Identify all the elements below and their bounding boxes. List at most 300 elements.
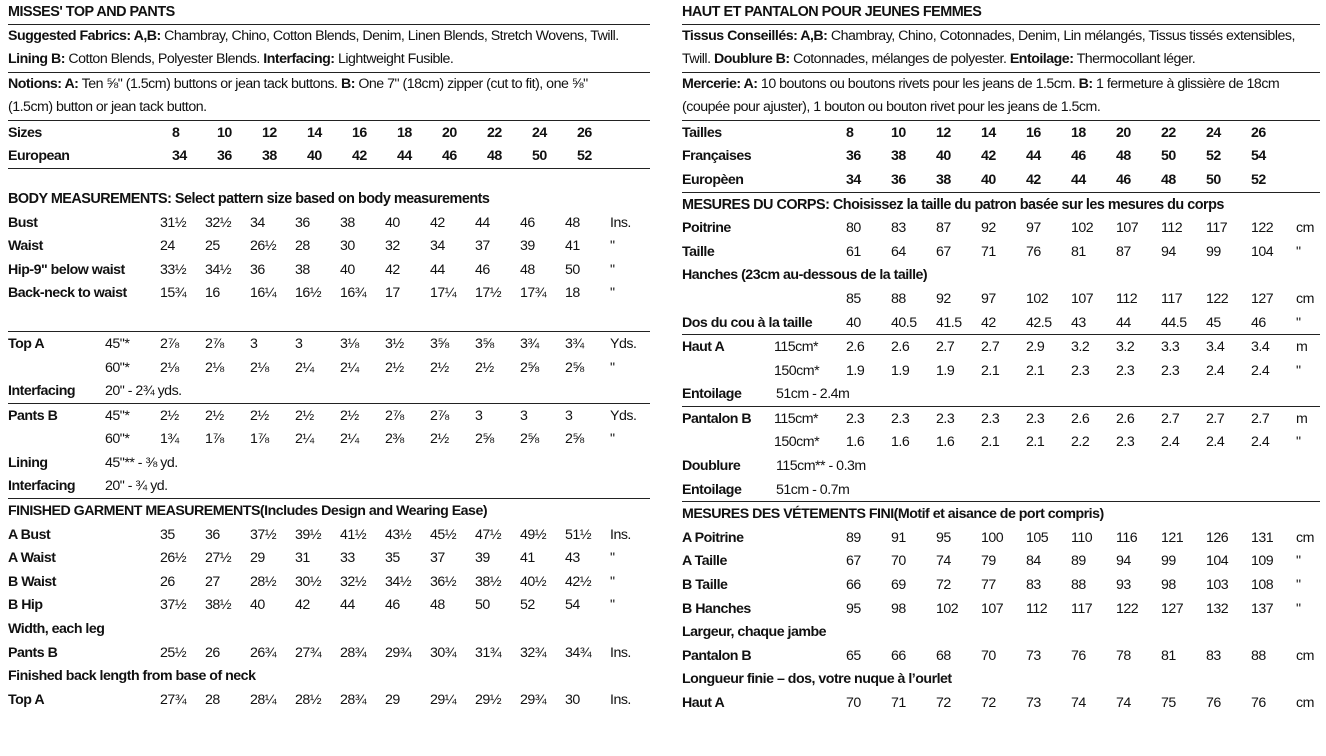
measurement-row bbox=[682, 691, 1320, 715]
row-value: 33 bbox=[340, 550, 355, 567]
row-value: 107 bbox=[1071, 290, 1094, 307]
size-value: 36 bbox=[891, 171, 906, 188]
row-value: 66 bbox=[891, 647, 906, 664]
lining-label: Lining B: bbox=[8, 51, 65, 68]
fabrics-block bbox=[8, 25, 650, 73]
yardage-value: 2.1 bbox=[981, 434, 1000, 451]
european-values bbox=[846, 172, 1296, 188]
row-value: 51½ bbox=[565, 526, 592, 543]
row-value: 71 bbox=[981, 243, 996, 260]
fabrics-block bbox=[682, 25, 1320, 73]
notions-label-b: B: bbox=[1078, 75, 1093, 92]
row-value: 30 bbox=[565, 691, 580, 708]
notions-block bbox=[8, 73, 650, 121]
row-value: 37 bbox=[475, 238, 490, 255]
francaises-row bbox=[682, 145, 1320, 169]
size-value: 50 bbox=[532, 148, 547, 165]
fabrics-line-1 bbox=[8, 25, 650, 49]
row-value: 43 bbox=[1071, 314, 1086, 331]
width-label-row bbox=[8, 617, 650, 641]
sizes-values bbox=[172, 125, 622, 141]
row-value: 43 bbox=[565, 550, 580, 567]
row-value: 17 bbox=[385, 285, 400, 302]
yardage-value: 2.3 bbox=[846, 410, 865, 427]
row-value: 40 bbox=[340, 261, 355, 278]
notions-text-cont: (1.5cm) button or jean tack button. bbox=[8, 99, 207, 116]
row-value: 17¼ bbox=[430, 285, 457, 302]
yardage-value: 2¼ bbox=[295, 359, 314, 376]
row-value: 92 bbox=[936, 290, 951, 307]
yardage-value: 3⅝ bbox=[475, 335, 494, 352]
yardage-value: 2.1 bbox=[981, 362, 1000, 379]
row-value: 39 bbox=[520, 238, 535, 255]
unit-label: " bbox=[1296, 553, 1301, 570]
row-value: 102 bbox=[1026, 290, 1049, 307]
row-value: 97 bbox=[1026, 220, 1041, 237]
unit-label: Ins. bbox=[610, 644, 631, 661]
unit-label: cm bbox=[1296, 220, 1314, 237]
yardage-value: 2⅝ bbox=[520, 359, 539, 376]
length-label-row bbox=[682, 668, 1320, 692]
row-label: Poitrine bbox=[682, 220, 731, 237]
yardage-value: 2⅞ bbox=[385, 407, 404, 424]
measurement-row bbox=[8, 282, 650, 306]
unit-label: m bbox=[1296, 339, 1308, 356]
measurement-row bbox=[682, 573, 1320, 597]
yardage-value: 1⅞ bbox=[250, 431, 269, 448]
yardage-value: 2.3 bbox=[936, 410, 955, 427]
row-value: 95 bbox=[846, 600, 861, 617]
measurement-row bbox=[682, 526, 1320, 550]
row-value: 36 bbox=[250, 261, 265, 278]
row-value: 28¼ bbox=[250, 691, 277, 708]
row-label: A Waist bbox=[8, 550, 56, 567]
row-value: 26½ bbox=[160, 550, 187, 567]
sizes-row bbox=[682, 121, 1320, 145]
interfacing-label: Entoilage bbox=[682, 386, 742, 403]
yardage-value: 2½ bbox=[205, 407, 224, 424]
row-value: 39 bbox=[475, 550, 490, 567]
row-value: 29 bbox=[250, 550, 265, 567]
unit-label: cm bbox=[1296, 647, 1314, 664]
unit-label: m bbox=[1296, 410, 1308, 427]
row-value: 42 bbox=[385, 261, 400, 278]
row-value: 44 bbox=[475, 214, 490, 231]
row-value: 87 bbox=[936, 220, 951, 237]
french-column bbox=[682, 0, 1320, 756]
size-value: 48 bbox=[1161, 171, 1176, 188]
row-value: 80 bbox=[846, 220, 861, 237]
row-value: 74 bbox=[936, 553, 951, 570]
row-label: B Hanches bbox=[682, 600, 751, 617]
yardage-value: 1.9 bbox=[936, 362, 955, 379]
yardage-value: 2.3 bbox=[1116, 362, 1135, 379]
row-value: 48 bbox=[430, 597, 445, 614]
row-value: 95 bbox=[936, 529, 951, 546]
spacer bbox=[8, 169, 650, 187]
row-value: 29¾ bbox=[385, 644, 412, 661]
pantalon-b-block bbox=[682, 407, 1320, 502]
width-label: Largeur, chaque jambe bbox=[682, 624, 827, 641]
unit-label: " bbox=[1296, 577, 1301, 594]
yardage-value: 3 bbox=[295, 335, 303, 352]
row-label: Dos du cou à la taille bbox=[682, 314, 813, 331]
european-row bbox=[8, 145, 650, 169]
row-label: A Bust bbox=[8, 526, 51, 543]
unit-label: cm bbox=[1296, 695, 1314, 712]
row-value: 66 bbox=[846, 577, 861, 594]
yardage-value: 1.6 bbox=[936, 434, 955, 451]
yardage-value: 2.1 bbox=[1026, 362, 1045, 379]
yardage-value: 3.2 bbox=[1116, 339, 1135, 356]
row-value: 28½ bbox=[250, 573, 277, 590]
row-value: 70 bbox=[846, 695, 861, 712]
row-value: 102 bbox=[936, 600, 959, 617]
row-value: 17¾ bbox=[520, 285, 547, 302]
row-value: 85 bbox=[846, 290, 861, 307]
row-label: A Poitrine bbox=[682, 529, 744, 546]
yardage-value: 3.2 bbox=[1071, 339, 1090, 356]
size-value: 34 bbox=[172, 148, 187, 165]
row-value: 72 bbox=[936, 577, 951, 594]
row-value: 27 bbox=[205, 573, 220, 590]
row-value: 34½ bbox=[385, 573, 412, 590]
size-value: 12 bbox=[936, 124, 951, 141]
yardage-value: 2.7 bbox=[981, 339, 1000, 356]
notions-label: Notions: A: bbox=[8, 75, 79, 92]
yardage-value: 3.4 bbox=[1206, 339, 1225, 356]
yardage-value: 1.9 bbox=[846, 362, 865, 379]
finished-rows bbox=[682, 526, 1320, 620]
row-label: Bust bbox=[8, 214, 38, 231]
pants-b-yardage bbox=[8, 404, 650, 451]
measurement-row bbox=[8, 234, 650, 258]
yardage-value: 2¼ bbox=[340, 359, 359, 376]
size-value: 46 bbox=[442, 148, 457, 165]
row-value: 27¾ bbox=[295, 644, 322, 661]
row-value: 40 bbox=[250, 597, 265, 614]
sizes-block bbox=[8, 121, 650, 169]
haut-a-interfacing-row bbox=[682, 383, 1320, 407]
pants-b-interfacing-row bbox=[8, 475, 650, 499]
row-value: 102 bbox=[1071, 220, 1094, 237]
row-label: A Taille bbox=[682, 553, 727, 570]
size-value: 44 bbox=[1071, 171, 1086, 188]
yardage-value: 2.3 bbox=[1116, 434, 1135, 451]
top-a-length-row bbox=[8, 688, 650, 712]
top-a-yardage bbox=[8, 332, 650, 379]
sizes-label: Sizes bbox=[8, 124, 42, 141]
row-value: 40.5 bbox=[891, 314, 917, 331]
row-value: 78 bbox=[1116, 647, 1131, 664]
row-value: 105 bbox=[1026, 529, 1049, 546]
yardage-value: 2.3 bbox=[1161, 362, 1180, 379]
width-label: Width, each leg bbox=[8, 621, 105, 638]
row-value: 48 bbox=[565, 214, 580, 231]
yardage-value: 2.7 bbox=[936, 339, 955, 356]
row-value: 117 bbox=[1161, 290, 1183, 307]
size-value: 54 bbox=[1251, 148, 1266, 165]
row-value: 104 bbox=[1251, 243, 1274, 260]
hip-row bbox=[682, 287, 1320, 311]
width-label-row bbox=[682, 620, 1320, 644]
row-value: 40 bbox=[846, 314, 861, 331]
yardage-value: 2¼ bbox=[295, 431, 314, 448]
row-value: 107 bbox=[1116, 220, 1139, 237]
european-label: European bbox=[8, 148, 70, 165]
row-label: B Waist bbox=[8, 573, 56, 590]
yardage-row bbox=[682, 431, 1320, 455]
unit-label: Yds. bbox=[610, 407, 637, 424]
row-value: 117 bbox=[1206, 220, 1228, 237]
row-value: 43½ bbox=[385, 526, 412, 543]
measurement-row bbox=[8, 258, 650, 282]
section-title bbox=[8, 0, 650, 25]
row-value: 132 bbox=[1206, 600, 1229, 617]
size-value: 38 bbox=[891, 148, 906, 165]
yardage-value: 2.6 bbox=[1071, 410, 1090, 427]
size-value: 10 bbox=[891, 124, 906, 141]
row-value: 88 bbox=[1251, 647, 1266, 664]
row-value: 74 bbox=[1116, 695, 1131, 712]
title-text: MISSES' TOP AND PANTS bbox=[8, 3, 175, 20]
row-value: 38 bbox=[295, 261, 310, 278]
haut-a-length-row bbox=[682, 691, 1320, 715]
yardage-value: 3 bbox=[520, 407, 528, 424]
row-value: 68 bbox=[936, 647, 951, 664]
notions-line-2 bbox=[8, 96, 650, 120]
row-value: 76 bbox=[1251, 695, 1266, 712]
row-value: 26½ bbox=[250, 238, 277, 255]
yardage-value: 1¾ bbox=[160, 431, 179, 448]
fabric-width: 45"* bbox=[105, 335, 130, 352]
finished-title-rest: (Motif et aisance de port compris) bbox=[893, 506, 1104, 523]
unit-label: " bbox=[1296, 600, 1301, 617]
row-value: 70 bbox=[891, 553, 906, 570]
unit-label: " bbox=[610, 285, 615, 302]
row-value: 103 bbox=[1206, 577, 1229, 594]
yardage-label: Top A bbox=[8, 335, 45, 352]
body-title-text: BODY MEASUREMENTS: Select pattern size based on body measurements bbox=[8, 190, 490, 207]
yardage-value: 2.2 bbox=[1071, 434, 1090, 451]
row-value: 50 bbox=[475, 597, 490, 614]
yardage-value: 1.6 bbox=[891, 434, 910, 451]
finished-rows bbox=[8, 523, 650, 617]
row-value: 46 bbox=[385, 597, 400, 614]
yardage-value: 3.3 bbox=[1161, 339, 1180, 356]
unit-label: Ins. bbox=[610, 214, 631, 231]
finished-title-rest: (Includes Design and Wearing Ease) bbox=[259, 503, 488, 520]
row-value: 112 bbox=[1026, 600, 1048, 617]
row-value: 65 bbox=[846, 647, 861, 664]
finished-block bbox=[8, 499, 650, 711]
finished-title-bold: FINISHED GARMENT MEASUREMENTS bbox=[8, 503, 260, 520]
row-value: 36 bbox=[205, 526, 220, 543]
row-value: 42 bbox=[981, 314, 996, 331]
size-value: 38 bbox=[936, 171, 951, 188]
row-value: 41 bbox=[520, 550, 535, 567]
yardage-value: 2.4 bbox=[1251, 434, 1270, 451]
hip-label: Hanches (23cm au-dessous de la taille) bbox=[682, 267, 928, 284]
row-value: 44.5 bbox=[1161, 314, 1187, 331]
body-title bbox=[8, 187, 650, 211]
yardage-value: 3¾ bbox=[565, 335, 584, 352]
measurement-row bbox=[8, 594, 650, 618]
row-value: 70 bbox=[981, 647, 996, 664]
row-value: 76 bbox=[1071, 647, 1086, 664]
row-value: 97 bbox=[981, 290, 996, 307]
notions-block bbox=[682, 73, 1320, 121]
unit-label: " bbox=[610, 573, 615, 590]
row-value: 83 bbox=[1206, 647, 1221, 664]
row-value: 30¾ bbox=[430, 644, 457, 661]
spacer bbox=[8, 305, 650, 331]
notions-text-b: 1 fermeture à glissière de 18cm bbox=[1092, 75, 1280, 92]
notions-text-b: One 7" (18cm) zipper (cut to fit), one ⅝" bbox=[354, 75, 588, 92]
size-value: 38 bbox=[262, 148, 277, 165]
row-value: 34½ bbox=[205, 261, 232, 278]
row-value: 122 bbox=[1116, 600, 1139, 617]
row-value: 81 bbox=[1071, 243, 1086, 260]
size-value: 10 bbox=[217, 124, 232, 141]
measurement-row bbox=[8, 570, 650, 594]
row-value: 83 bbox=[891, 220, 906, 237]
measurement-row bbox=[8, 641, 650, 665]
body-block bbox=[8, 187, 650, 332]
size-value: 22 bbox=[1161, 124, 1176, 141]
row-value: 42 bbox=[295, 597, 310, 614]
row-value: 116 bbox=[1116, 529, 1138, 546]
francaises-label: Françaises bbox=[682, 148, 752, 165]
notions-line-2 bbox=[682, 96, 1320, 120]
haut-a-block bbox=[682, 335, 1320, 407]
row-value: 31½ bbox=[160, 214, 187, 231]
row-value: 94 bbox=[1116, 553, 1131, 570]
yardage-value: 1.6 bbox=[846, 434, 865, 451]
row-value: 52 bbox=[520, 597, 535, 614]
yardage-value: 2⅞ bbox=[430, 407, 449, 424]
row-value: 27½ bbox=[205, 550, 232, 567]
size-value: 24 bbox=[532, 124, 547, 141]
row-value: 31 bbox=[295, 550, 310, 567]
fabric-width: 150cm* bbox=[774, 434, 820, 451]
row-value: 93 bbox=[1116, 577, 1131, 594]
yardage-row bbox=[682, 335, 1320, 359]
yardage-row bbox=[8, 356, 650, 380]
size-value: 18 bbox=[1071, 124, 1086, 141]
row-value: 76 bbox=[1206, 695, 1221, 712]
row-value: 25 bbox=[205, 238, 220, 255]
row-value: 50 bbox=[565, 261, 580, 278]
row-value: 41.5 bbox=[936, 314, 962, 331]
row-value: 28 bbox=[295, 238, 310, 255]
size-value: 24 bbox=[1206, 124, 1221, 141]
unit-label: cm bbox=[1296, 290, 1314, 307]
row-value: 110 bbox=[1071, 529, 1093, 546]
yardage-value: 2.6 bbox=[1116, 410, 1135, 427]
yardage-value: 2½ bbox=[250, 407, 269, 424]
row-value: 92 bbox=[981, 220, 996, 237]
row-value: 94 bbox=[1161, 243, 1176, 260]
notions-text-cont: (coupée pour ajuster), 1 bouton ou bouton rivet pour les jeans de 1.5cm. bbox=[682, 99, 1101, 116]
pantalon-b-interfacing-row bbox=[682, 478, 1320, 502]
measurement-row bbox=[682, 287, 1320, 311]
row-value: 34¾ bbox=[565, 644, 592, 661]
title-text: HAUT ET PANTALON POUR JEUNES FEMMES bbox=[682, 3, 982, 20]
row-value: 28¾ bbox=[340, 644, 367, 661]
row-label: Hip-9" below waist bbox=[8, 261, 125, 278]
row-value: 38½ bbox=[205, 597, 232, 614]
yardage-value: 3½ bbox=[385, 335, 404, 352]
size-value: 14 bbox=[307, 124, 322, 141]
fabrics-text-cont: Twill. bbox=[682, 51, 714, 68]
row-value: 48 bbox=[520, 261, 535, 278]
unit-label: Yds. bbox=[610, 335, 637, 352]
row-label: Back-neck to waist bbox=[8, 285, 127, 302]
row-value: 49½ bbox=[520, 526, 547, 543]
row-value: 112 bbox=[1116, 290, 1138, 307]
row-value: 72 bbox=[936, 695, 951, 712]
unit-label: Ins. bbox=[610, 691, 631, 708]
row-value: 89 bbox=[1071, 553, 1086, 570]
row-value: 75 bbox=[1161, 695, 1176, 712]
body-block bbox=[682, 193, 1320, 336]
size-value: 18 bbox=[397, 124, 412, 141]
row-value: 104 bbox=[1206, 553, 1229, 570]
fabric-width: 60"* bbox=[105, 359, 130, 376]
hip-label-row bbox=[682, 264, 1320, 288]
notions-label-b: B: bbox=[340, 75, 355, 92]
row-value: 30 bbox=[340, 238, 355, 255]
fabrics-line-1 bbox=[682, 25, 1320, 49]
notions-text-a: 10 boutons ou boutons rivets pour les jeans de 1.5cm. bbox=[757, 75, 1079, 92]
european-row bbox=[682, 168, 1320, 192]
row-value: 16¾ bbox=[340, 285, 367, 302]
row-value: 46 bbox=[475, 261, 490, 278]
unit-label: " bbox=[1296, 243, 1301, 260]
yardage-value: 2.3 bbox=[1026, 410, 1045, 427]
size-value: 40 bbox=[307, 148, 322, 165]
row-value: 69 bbox=[891, 577, 906, 594]
european-values bbox=[172, 148, 622, 164]
yardage-value: 2½ bbox=[475, 359, 494, 376]
row-value: 47½ bbox=[475, 526, 502, 543]
yardage-value: 2½ bbox=[160, 407, 179, 424]
row-value: 15¾ bbox=[160, 285, 187, 302]
yardage-value: 2.4 bbox=[1206, 434, 1225, 451]
row-value: 44 bbox=[340, 597, 355, 614]
size-value: 44 bbox=[1026, 148, 1041, 165]
row-value: 99 bbox=[1206, 243, 1221, 260]
row-value: 25½ bbox=[160, 644, 187, 661]
interfacing-value: 51cm - 0.7m bbox=[776, 481, 850, 498]
fabric-width: 45"* bbox=[105, 407, 130, 424]
row-value: 37½ bbox=[250, 526, 277, 543]
fabrics-label: Tissus Conseillés: A,B: bbox=[682, 27, 828, 44]
yardage-label: Pants B bbox=[8, 407, 58, 424]
row-value: 26 bbox=[205, 644, 220, 661]
lining-label: Lining bbox=[8, 454, 48, 471]
yardage-value: 3⅝ bbox=[430, 335, 449, 352]
row-value: 46 bbox=[520, 214, 535, 231]
interfacing-value: 20" - ¾ yd. bbox=[105, 478, 168, 495]
length-label: Finished back length from base of neck bbox=[8, 668, 256, 685]
size-value: 8 bbox=[846, 124, 854, 141]
row-value: 74 bbox=[1071, 695, 1086, 712]
fabrics-text: Chambray, Chino, Cotton Blends, Denim, Linen Blends, Stretch Wovens, Twill. bbox=[160, 27, 619, 44]
row-value: 32¾ bbox=[520, 644, 547, 661]
row-label: Top A bbox=[8, 691, 45, 708]
